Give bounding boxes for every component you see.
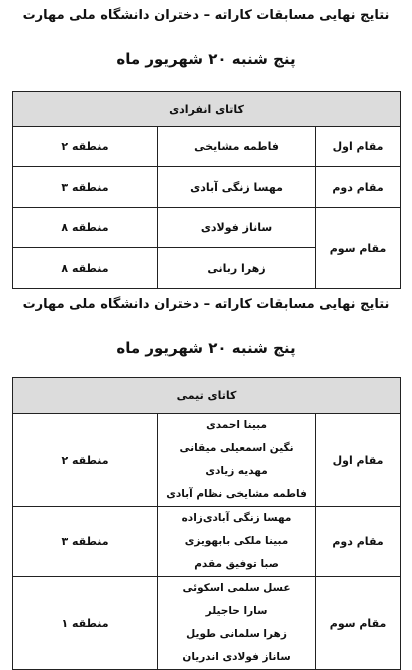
category-header: کاتای تیمی (13, 378, 401, 414)
table-row (13, 208, 401, 248)
region-cell: منطقه ۳ (13, 507, 158, 577)
athlete-name: مهسا زنگی آبادی‌زاده (181, 512, 292, 524)
section2-date: پنج شنبه ۲۰ شهریور ماه (116, 339, 296, 357)
athlete-name: مبینا احمدی (206, 419, 267, 431)
category-header: کاتای انفرادی (13, 92, 401, 127)
athlete-name: سارا حاجیلر (205, 605, 268, 617)
table-row (13, 507, 401, 577)
rank-cell: مقام دوم (316, 167, 401, 208)
section1-title: نتایج نهایی مسابقات کاراته – دختران دانشگاه ملی مهارت (22, 8, 390, 23)
region-cell: منطقه ۲ (13, 414, 158, 507)
rank-cell: مقام اول (316, 414, 401, 507)
region-cell: منطقه ۱ (13, 577, 158, 670)
athlete-name: عسل سلمی اسکوئی (182, 582, 291, 594)
athlete-name: زهرا سلمانی طویل (186, 628, 287, 640)
rank-cell: مقام اول (316, 127, 401, 167)
table-row (13, 577, 401, 670)
athlete-name: نگین اسمعیلی میقانی (179, 442, 294, 454)
section2-title: نتایج نهایی مسابقات کاراته – دختران دانشگاه ملی مهارت (22, 297, 390, 312)
region-cell: منطقه ۸ (13, 208, 158, 248)
athlete-name: فاطمه مشایخی (158, 127, 316, 167)
team-names-cell (158, 414, 316, 507)
athlete-name: صبا توفیق مقدم (194, 558, 279, 570)
table-row (13, 127, 401, 167)
athlete-name: ساناز فولادی اندریان (182, 651, 291, 663)
table-row (13, 167, 401, 208)
team-names-cell (158, 507, 316, 577)
rank-cell: مقام دوم (316, 507, 401, 577)
region-cell: منطقه ۳ (13, 167, 158, 208)
athlete-name: مبینا ملکی بابهویزی (184, 535, 289, 547)
region-cell: منطقه ۸ (13, 248, 158, 289)
table-row (13, 414, 401, 507)
athlete-name: ساناز فولادی (158, 208, 316, 248)
rank-cell: مقام سوم (316, 577, 401, 670)
athlete-name: مهدیه زیادی (205, 465, 268, 477)
team-results-table (12, 377, 401, 670)
athlete-name: فاطمه مشایخی نظام آبادی (166, 488, 307, 500)
team-names-cell (158, 577, 316, 670)
section1-date: پنج شنبه ۲۰ شهریور ماه (116, 50, 296, 68)
athlete-name: مهسا زنگی آبادی (158, 167, 316, 208)
athlete-name: زهرا ربانی (158, 248, 316, 289)
region-cell: منطقه ۲ (13, 127, 158, 167)
individual-results-table (12, 91, 401, 289)
rank-cell: مقام سوم (316, 208, 401, 289)
